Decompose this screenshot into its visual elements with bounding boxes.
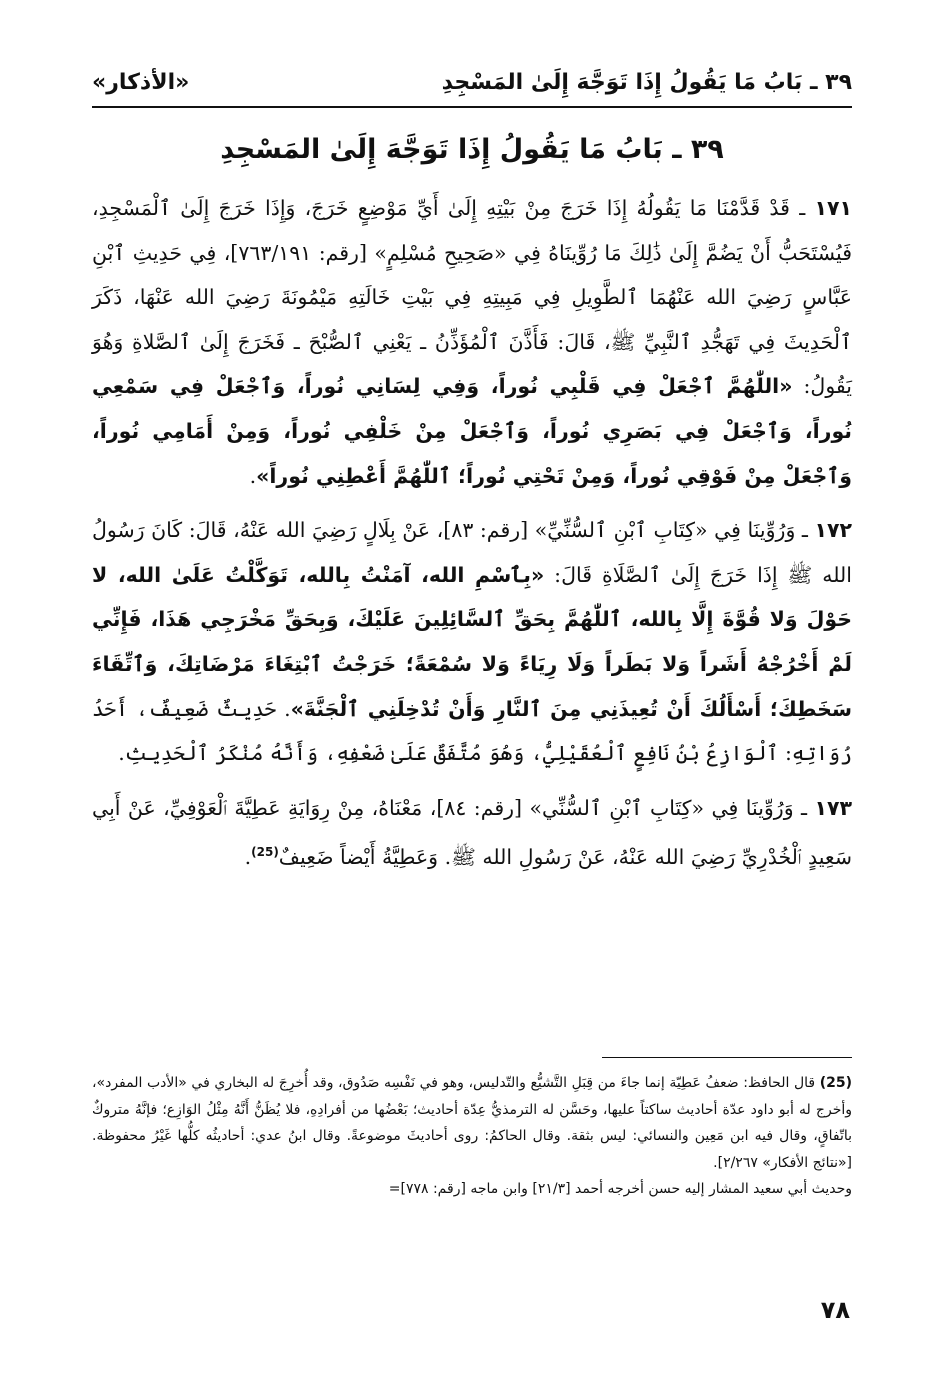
footnotes [92, 1070, 852, 1203]
chapter-title: ٣٩ ـ بَابُ مَا يَقُولُ إِذَا تَوَجَّهَ إِلَىٰ المَسْجِدِ [220, 134, 724, 165]
paragraph-number: ١٧٢ [814, 518, 852, 543]
running-header [92, 62, 852, 102]
paragraph-171 [92, 186, 852, 498]
paragraph-text: ـ وَرُوِّينَا فِي «كِتَابِ ٱبْنِ ٱلسُّنِّيِّ» [رقم: ٨٣]، عَنْ بِلَالٍ رَضِيَ الله عَنْهُ، قَالَ: كَانَ رَسُولُ الله ﷺ إِذَا خَرَجَ إِلَىٰ ٱلصَّلَاةِ قَالَ: [92, 518, 852, 587]
footnote-label: (25) [819, 1075, 852, 1091]
paragraph-text: ـ وَرُوِّينَا فِي «كِتَابِ ٱبْنِ ٱلسُّنِّي» [رقم: ٨٤]، مَعْنَاهُ، مِنْ رِوَايَةِ عَطِيَّةَ ٱلْعَوْفِيِّ، عَنْ أَبِي سَعِيدٍ ٱلْخُدْرِيِّ رَضِيَ الله عَنْهُ، عَنْ رَسُولِ الله ﷺ. وَعَطِيَّةُ أَيْضاً ضَعِيفٌ [92, 795, 852, 870]
footnote-continuation: وحديث أبي سعيد المشار إليه حسن أخرجه أحمد [٢١/٣] وابن ماجه [رقم: ٧٧٨]= [388, 1181, 852, 1197]
paragraph-number: ١٧٣ [814, 795, 853, 820]
footnote-reference[interactable]: (25) [251, 845, 279, 860]
paragraph-text-end: . [249, 463, 257, 488]
header-chapter-title: ٣٩ ـ بَابُ مَا يَقُولُ إِذَا تَوَجَّهَ إِلَىٰ المَسْجِدِ [441, 69, 852, 95]
dua-text: «اللّٰهُمَّ ٱجْعَلْ فِي قَلْبِي نُوراً، وَفِي لِسَانِي نُوراً، وَٱجْعَلْ فِي سَمْعِي نُوراً، وَٱجْعَلْ فِي بَصَرِي نُوراً، وَٱجْعَلْ مِنْ خَلْفِي نُوراً، وَمِنْ أَمَامِي نُوراً، وَٱجْعَلْ مِنْ فَوْقِي نُوراً، وَمِنْ تَحْتِي نُوراً؛ ٱللّٰهُمَّ أَعْطِنِي نُوراً» [92, 374, 852, 488]
paragraph-172 [92, 508, 852, 776]
footnote-text: قال الحافظ: ضعفُ عَطِيّة إنما جاءَ من قِبَلِ التَّشيُّع والتّدليس، وهو في نَفْسِه صَدُوق، وقد أُخرِجَ له البخاري في «الأدب المفرد»، وأخرج له أبو داود عدّة أحاديث ساكتاً عليها، وحَسَّن له الترمذيُّ عِدّة أحاديث؛ بَعْضُها من أفرادِهِ، فلا يُظَنُّ أَنَّهُ مِثْلُ الوَازِع؛ فإنَّهُ متروكٌ باتّفاقٍ، وقال فيه ابن مَعِين والنسائي: ليس بثقة. وقال الحاكمُ: روى أحاديثَ موضوعةً. وقال ابنُ عدي: أحاديثُه كلُّها غَيْرُ محفوظة. [«نتائج الأفكار» ٢/٢٦٧]. [92, 1075, 852, 1171]
paragraph-text-end: . [244, 845, 252, 870]
header-divider [92, 106, 852, 108]
footnote-divider [602, 1057, 852, 1058]
dua-text: «بِٱسْمِ الله، آمَنْتُ بِالله، تَوَكَّلْتُ عَلَىٰ الله، لا حَوْلَ وَلا قُوَّةَ إِلَّا بِالله، ٱللّٰهُمَّ بِحَقِّ ٱلسَّائِلِينَ عَلَيْكَ، وَبِحَقِّ مَخْرَجِي هَذَا، فَإِنِّي لَمْ أَخْرُجْهُ أَشَراً وَلا بَطَراً وَلَا رِيَاءً وَلا سُمْعَةً؛ خَرَجْتُ ٱبْتِغَاءَ مَرْضَاتِكَ، وَٱتِّقَاءَ سَخَطِكَ؛ أَسْأَلُكَ أَنْ تُعِيذَنِي مِنَ ٱلنَّارِ وَأَنْ تُدْخِلَنِي ٱلْجَنَّةَ» [92, 562, 853, 721]
main-text [92, 186, 852, 890]
footnote-25 [92, 1070, 852, 1176]
paragraph-text-end: . حَدِيثٌ ضَعِيفٌ، أَحَدُ رُوَاتِهِ: ٱلْوَازِعُ بْنُ نَافِعٍ ٱلْعُقَيْلِيُّ، وَهُوَ مُتَّفَقٌ عَلَىٰ ضَعْفِهِ، وَأَنَّهُ مُنْكَرُ ٱلْحَدِيثِ. [92, 696, 852, 766]
paragraph-text: ـ قَدْ قَدَّمْنَا مَا يَقُولُهُ إِذَا خَرَجَ مِنْ بَيْتِهِ إِلَىٰ أَيِّ مَوْضِعٍ خَرَجَ، وَإِذَا خَرَجَ إِلَىٰ ٱلْمَسْجِدِ، فَيُسْتَحَبُّ أَنْ يَضُمَّ إِلَىٰ ذَٰلِكَ مَا رُوِّينَاهُ فِي «صَحِيحِ مُسْلِمٍ» [رقم: ٧٦٣/١٩١]، فِي حَدِيثِ ٱبْنِ عَبَّاسٍ رَضِيَ الله عَنْهُمَا ٱلطَّوِيلِ فِي مَبِيتِهِ فِي بَيْتِ خَالَتِهِ مَيْمُونَةَ رَضِيَ الله عَنْهَا، ذَكَرَ ٱلْحَدِيثَ فِي تَهَجُّدِ ٱلنَّبِيِّ ﷺ، قَالَ: فَأَذَّنَ ٱلْمُؤَذِّنُ ـ يَعْنِي ٱلصُّبْحَ ـ فَخَرَجَ إِلَىٰ ٱلصَّلاةِ وَهُوَ يَقُولُ: [92, 196, 852, 399]
header-book-title: «الأذكار» [92, 69, 190, 95]
paragraph-number: ١٧١ [814, 196, 852, 220]
page-number: ٧٨ [820, 1296, 850, 1324]
paragraph-173 [92, 786, 852, 880]
